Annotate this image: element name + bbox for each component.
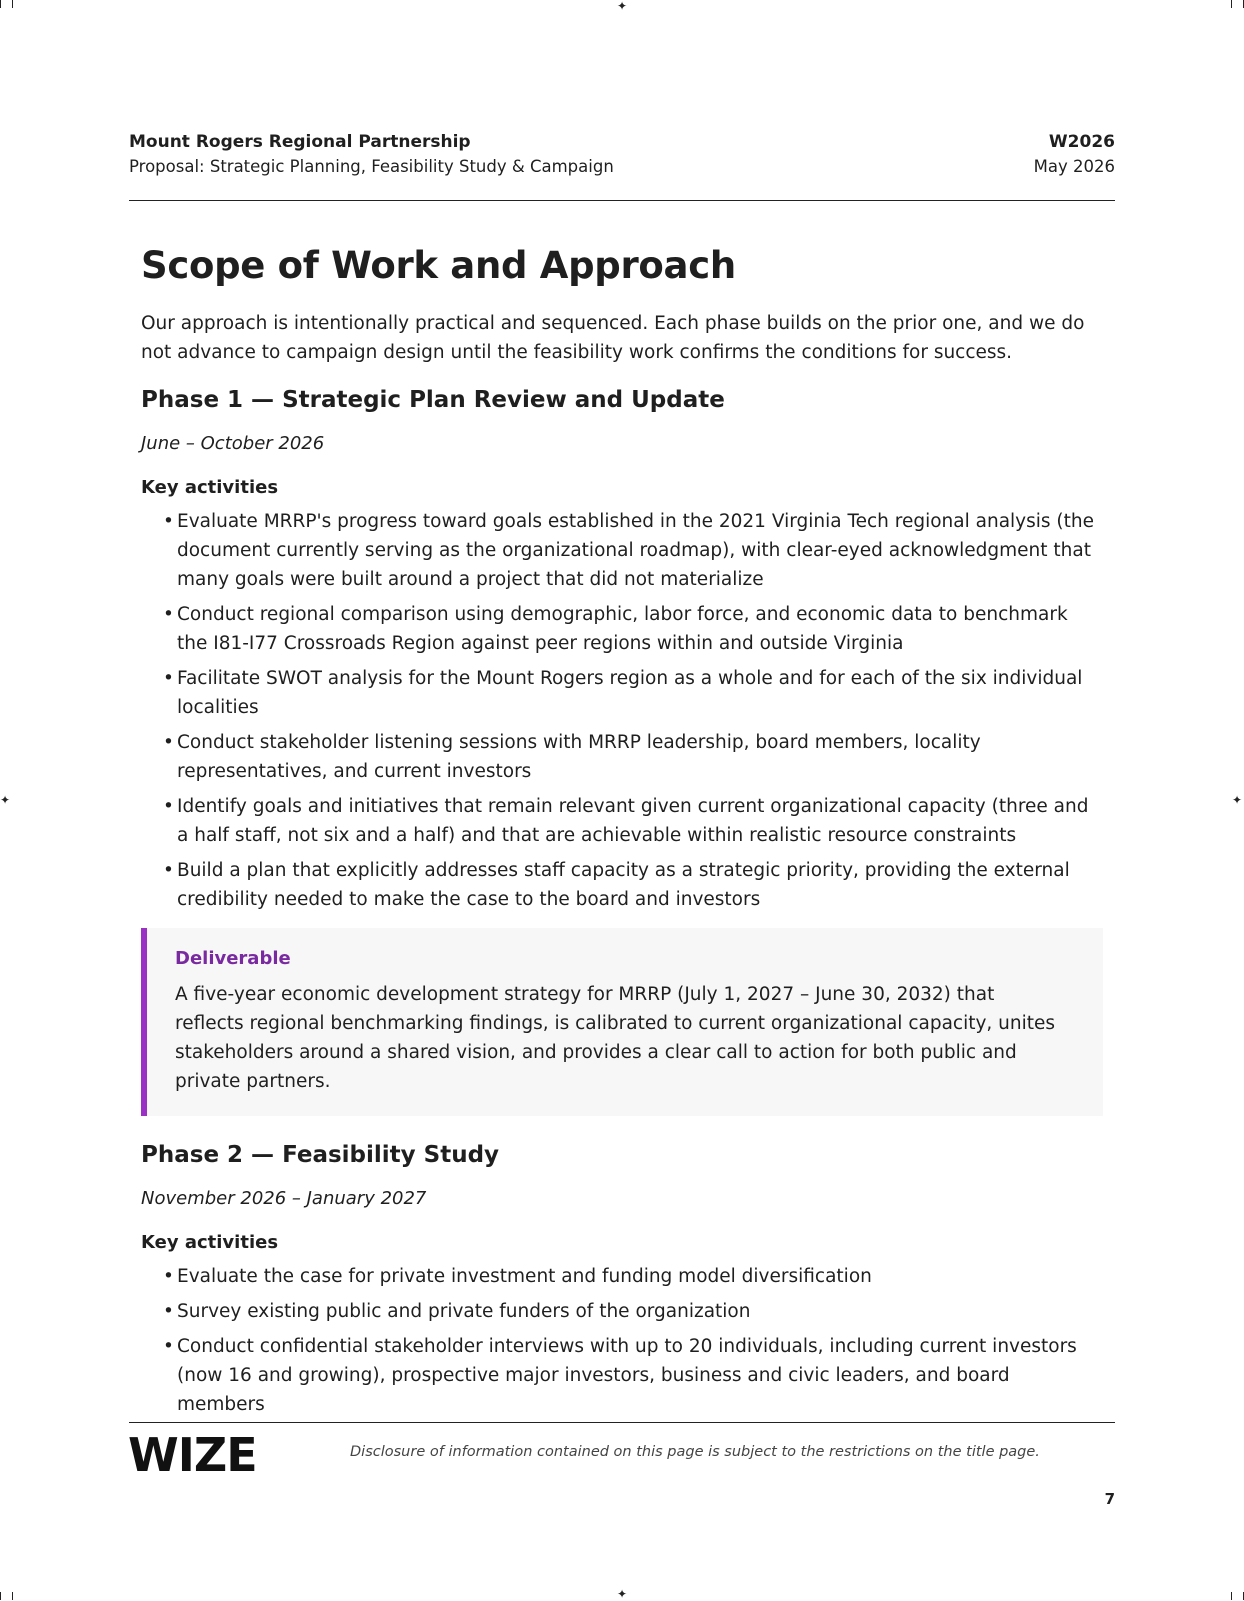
document-date: May 2026 xyxy=(1033,157,1115,176)
crop-mark xyxy=(12,1592,13,1600)
intro-paragraph: Our approach is intentionally practical and sequenced. Each phase builds on the prior one, and we do not advance to campaign design until the feasibility work confirms the conditions for success. xyxy=(141,313,1085,363)
deliverable-text: A five-year economic development strategy for MRRP (July 1, 2027 – June 30, 2032) that reflects regional benchmarking findings, is calibrated to current organizational capacity, unites stakeholders around a shared vision, and provides a clear call to action for both public and private partners. xyxy=(175,984,1056,1092)
registration-mark: ✦ xyxy=(0,793,11,807)
phase1-activities-label: Key activities xyxy=(141,477,279,498)
footer-divider xyxy=(129,1422,1115,1423)
deliverable-label: Deliverable xyxy=(175,948,291,969)
list-item: • Conduct regional comparison using demographic, labor force, and economic data to benchmark the I81-I77 Crossroads Region against peer regions within and outside Virginia xyxy=(141,600,1103,658)
phase2-activities-list xyxy=(141,1262,1103,1419)
phase1-heading: Phase 1 — Strategic Plan Review and Update xyxy=(141,387,725,413)
page-title: Scope of Work and Approach xyxy=(141,244,736,287)
registration-mark: ✦ xyxy=(1232,793,1243,807)
list-item: • Identify goals and initiatives that remain relevant given current organizational capacity (three and a half staff, not six and a half) and that are achievable within realistic resource constraints xyxy=(141,792,1103,850)
phase2-heading: Phase 2 — Feasibility Study xyxy=(141,1142,500,1168)
disclosure-notice: Disclosure of information contained on this page is subject to the restrictions on the title page. xyxy=(350,1444,1040,1460)
list-item: • Conduct stakeholder listening sessions with MRRP leadership, board members, locality representatives, and current investors xyxy=(141,728,1103,786)
page-number: 7 xyxy=(1104,1490,1115,1508)
phase1-dates: June – October 2026 xyxy=(141,433,325,454)
document-code: W2026 xyxy=(1048,132,1115,152)
phase2-dates: November 2026 – January 2027 xyxy=(141,1188,427,1209)
organization-name: Mount Rogers Regional Partnership xyxy=(129,132,471,152)
crop-mark xyxy=(0,0,1,8)
crop-mark xyxy=(1231,0,1232,8)
list-item: • Conduct confidential stakeholder interviews with up to 20 individuals, including current investors (now 16 and growing), prospective major investors, business and civic leaders, and board members xyxy=(141,1332,1103,1419)
list-item: • Build a plan that explicitly addresses staff capacity as a strategic priority, providing the external credibility needed to make the case to the board and investors xyxy=(141,856,1103,914)
crop-mark xyxy=(12,0,13,8)
list-item: • Survey existing public and private funders of the organization xyxy=(141,1297,1103,1326)
crop-mark xyxy=(0,1592,1,1600)
phase1-activities-list xyxy=(141,507,1103,914)
list-item: • Facilitate SWOT analysis for the Mount Rogers region as a whole and for each of the six individual localities xyxy=(141,664,1103,722)
main-content xyxy=(141,244,1103,1433)
page-header xyxy=(129,130,1115,201)
registration-mark: ✦ xyxy=(617,1587,628,1601)
wize-logo: WIZE xyxy=(128,1428,257,1482)
list-item: • Evaluate the case for private investment and funding model diversification xyxy=(141,1262,1103,1291)
registration-mark: ✦ xyxy=(617,0,628,13)
phase2-activities-label: Key activities xyxy=(141,1232,279,1253)
crop-mark xyxy=(1231,1592,1232,1600)
deliverable-callout xyxy=(141,928,1103,1116)
proposal-subtitle: Proposal: Strategic Planning, Feasibility Study & Campaign xyxy=(129,157,614,176)
list-item: • Evaluate MRRP's progress toward goals established in the 2021 Virginia Tech regional analysis (the document currently serving as the organizational roadmap), with clear-eyed acknowledgment that many goals were built around a project that did not materialize xyxy=(141,507,1103,594)
